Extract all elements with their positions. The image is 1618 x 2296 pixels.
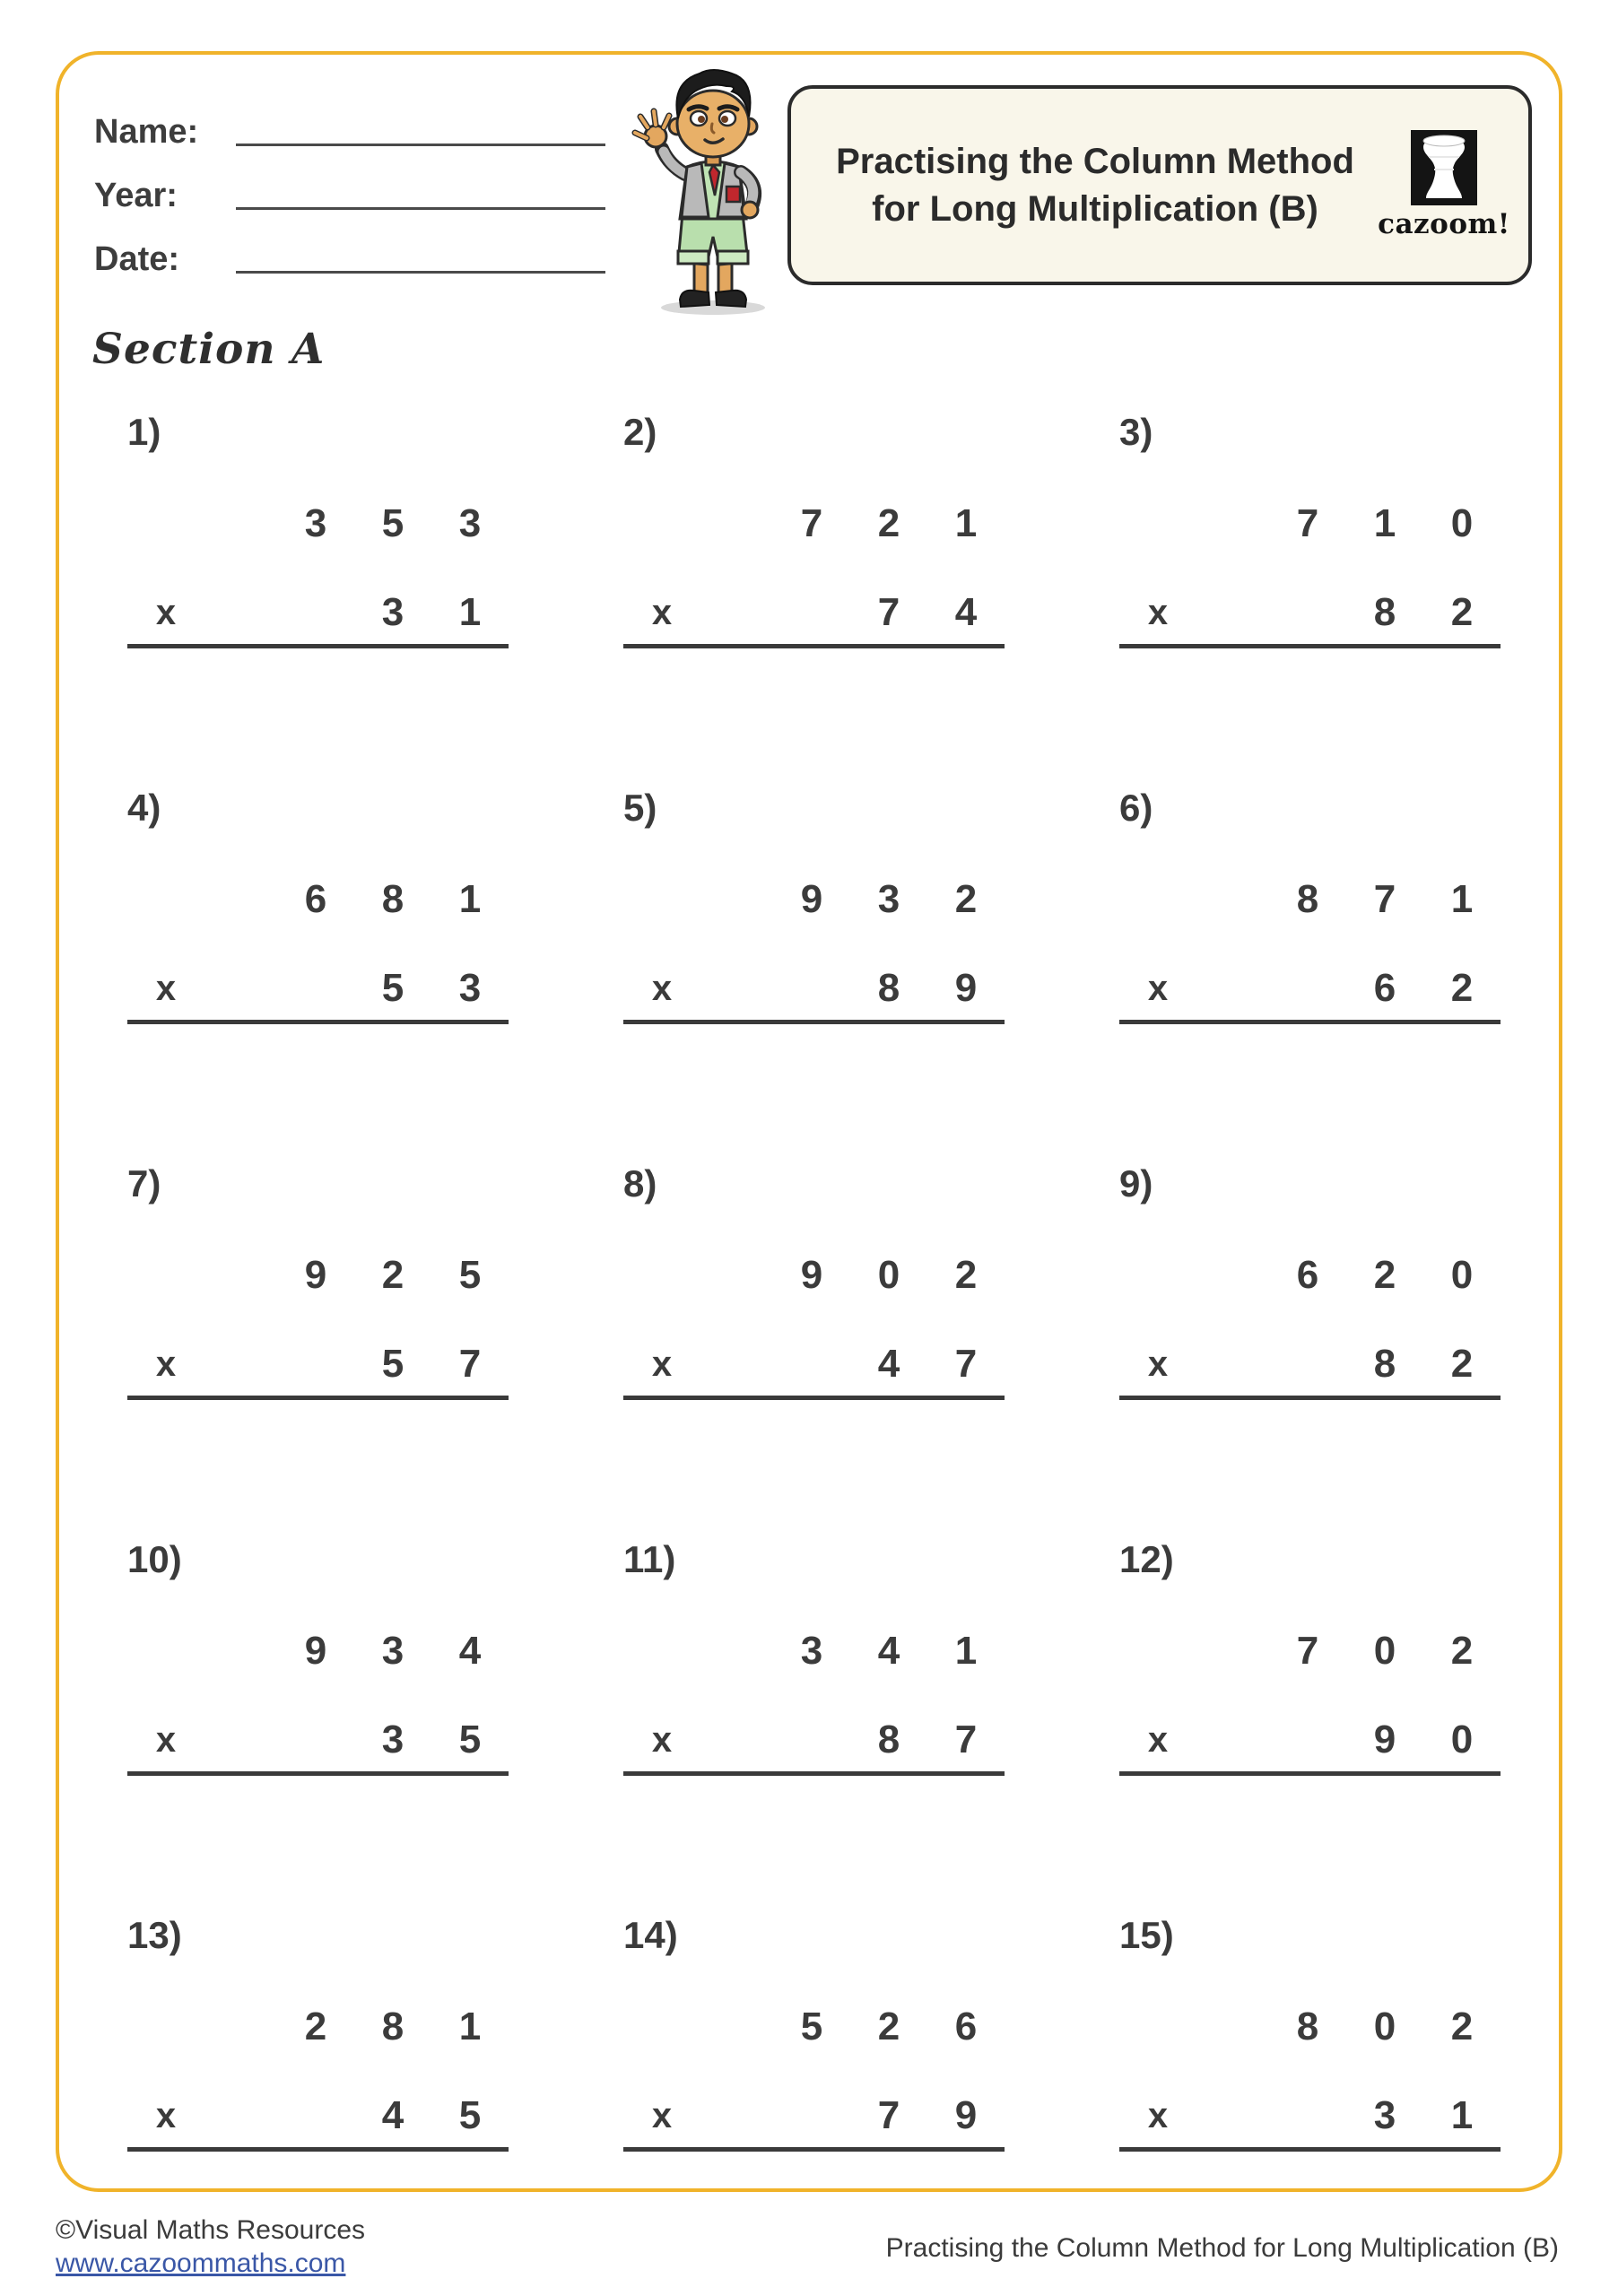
multiplication-problem [623, 1914, 1005, 2152]
multiplicand-digit: 3 [800, 1629, 823, 1673]
multiply-sign: x [1147, 2096, 1169, 2135]
multiplier-digit: 4 [381, 2093, 404, 2137]
problem-number: 15) [1119, 1914, 1174, 1956]
problem-number: 8) [623, 1162, 657, 1205]
cazoom-logo-text: cazoom! [1378, 208, 1510, 240]
multiplicand-digit: 4 [877, 1629, 900, 1673]
multiplicand-digit: 8 [381, 2005, 404, 2048]
multiplier-row [1119, 2093, 1501, 2138]
multiplicand-digit: 9 [800, 877, 823, 921]
answer-line[interactable] [127, 644, 509, 648]
multiplicand-row [127, 1629, 509, 1674]
multiplier-digit: 7 [954, 1342, 978, 1386]
multiplier-digit: 5 [381, 966, 404, 1010]
multiplier-row [623, 1342, 1005, 1387]
multiplier-row [623, 1718, 1005, 1762]
multiplicand-digit: 6 [1296, 1253, 1319, 1297]
multiplication-problem [127, 1538, 509, 1776]
multiplicand-row [1119, 877, 1501, 922]
djembe-drum-icon [1411, 130, 1477, 205]
multiplicand-digit: 0 [1373, 1629, 1396, 1673]
year-label: Year: [94, 177, 178, 214]
multiply-sign: x [1147, 969, 1169, 1008]
multiplicand-digit: 1 [1450, 877, 1474, 921]
multiplicand-digit: 1 [954, 1629, 978, 1673]
answer-line[interactable] [1119, 1396, 1501, 1400]
date-field-row [94, 221, 605, 284]
problem-number: 3) [1119, 411, 1153, 453]
multiplicand-digit: 7 [800, 501, 823, 545]
multiplicand-digit: 2 [877, 2005, 900, 2048]
multiplicand-digit: 3 [304, 501, 327, 545]
name-input-line[interactable] [236, 144, 605, 146]
problem-number: 9) [1119, 1162, 1153, 1205]
multiply-sign: x [651, 593, 673, 632]
multiplier-digit: 8 [877, 966, 900, 1010]
worksheet-title-line1: Practising the Column Method [836, 141, 1354, 181]
multiplicand-digit: 2 [1450, 1629, 1474, 1673]
student-info-fields [94, 93, 605, 284]
multiplier-digit: 1 [1450, 2093, 1474, 2137]
multiply-sign: x [155, 593, 177, 632]
multiplicand-digit: 2 [954, 1253, 978, 1297]
multiplication-problem [1119, 1914, 1501, 2152]
multiplication-problem [623, 411, 1005, 648]
multiplier-digit: 2 [1450, 590, 1474, 634]
multiplicand-digit: 2 [381, 1253, 404, 1297]
multiplier-digit: 5 [458, 2093, 482, 2137]
answer-line[interactable] [127, 1020, 509, 1024]
worksheet-title [791, 138, 1372, 233]
problem-number: 14) [623, 1914, 678, 1956]
multiplicand-digit: 9 [304, 1629, 327, 1673]
multiplicand-digit: 6 [954, 2005, 978, 2048]
multiplicand-digit: 6 [304, 877, 327, 921]
multiplicand-digit: 2 [877, 501, 900, 545]
answer-line[interactable] [623, 2147, 1005, 2152]
multiplication-problem [623, 1538, 1005, 1776]
multiplier-row [623, 590, 1005, 635]
problems-grid [127, 411, 1501, 2152]
multiplicand-row [1119, 501, 1501, 546]
multiplier-row [1119, 1342, 1501, 1387]
multiplicand-digit: 1 [458, 2005, 482, 2048]
multiplication-problem [623, 1162, 1005, 1400]
multiplicand-row [623, 501, 1005, 546]
multiplication-problem [1119, 787, 1501, 1024]
multiplier-digit: 3 [381, 1718, 404, 1761]
multiplication-problem [127, 411, 509, 648]
multiply-sign: x [155, 2096, 177, 2135]
multiplicand-digit: 2 [304, 2005, 327, 2048]
multiply-sign: x [155, 1344, 177, 1384]
problem-number: 10) [127, 1538, 182, 1580]
website-link[interactable]: www.cazoommaths.com [56, 2248, 346, 2278]
answer-line[interactable] [623, 1771, 1005, 1776]
multiplier-row [127, 590, 509, 635]
waving-hand [635, 111, 669, 147]
multiplicand-digit: 1 [458, 877, 482, 921]
multiplier-row [127, 966, 509, 1011]
worksheet-title-line2: for Long Multiplication (B) [872, 188, 1318, 229]
multiplier-row [623, 2093, 1005, 2138]
multiplicand-digit: 8 [1296, 2005, 1319, 2048]
multiplication-problem [127, 1914, 509, 2152]
multiplication-problem [1119, 1162, 1501, 1400]
multiplicand-digit: 8 [381, 877, 404, 921]
answer-line[interactable] [1119, 1020, 1501, 1024]
multiplier-digit: 8 [1373, 1342, 1396, 1386]
multiplier-digit: 9 [954, 966, 978, 1010]
footer-credits [56, 2213, 365, 2280]
multiplicand-digit: 1 [1373, 501, 1396, 545]
multiplicand-digit: 0 [1450, 501, 1474, 545]
multiplicand-digit: 5 [381, 501, 404, 545]
year-field-row [94, 157, 605, 221]
problem-number: 2) [623, 411, 657, 453]
multiplier-row [127, 1342, 509, 1387]
name-label: Name: [94, 113, 199, 151]
multiplicand-digit: 3 [381, 1629, 404, 1673]
multiplicand-digit: 9 [304, 1253, 327, 1297]
name-field-row [94, 93, 605, 157]
multiplication-problem [1119, 1538, 1501, 1776]
multiplicand-row [623, 1629, 1005, 1674]
multiplication-problem [127, 1162, 509, 1400]
problem-number: 7) [127, 1162, 161, 1205]
multiplier-digit: 3 [1373, 2093, 1396, 2137]
multiplication-problem [1119, 411, 1501, 648]
section-heading: Section A [92, 325, 326, 374]
multiplicand-row [127, 501, 509, 546]
multiplier-row [623, 966, 1005, 1011]
answer-line[interactable] [623, 1396, 1005, 1400]
multiplicand-digit: 7 [1296, 501, 1319, 545]
multiplier-row [1119, 1718, 1501, 1762]
multiplier-row [127, 2093, 509, 2138]
multiplicand-digit: 7 [1373, 877, 1396, 921]
multiplicand-row [127, 877, 509, 922]
multiplicand-row [1119, 1253, 1501, 1298]
answer-line[interactable] [623, 1020, 1005, 1024]
multiplicand-digit: 2 [954, 877, 978, 921]
problem-number: 5) [623, 787, 657, 829]
problem-number: 1) [127, 411, 161, 453]
answer-line[interactable] [1119, 1771, 1501, 1776]
multiplicand-digit: 0 [877, 1253, 900, 1297]
answer-line[interactable] [127, 1771, 509, 1776]
schoolboy-illustration [626, 59, 795, 316]
multiplier-digit: 6 [1373, 966, 1396, 1010]
multiplier-digit: 3 [381, 590, 404, 634]
multiply-sign: x [1147, 1344, 1169, 1384]
answer-line[interactable] [127, 2147, 509, 2152]
multiplier-digit: 7 [458, 1342, 482, 1386]
multiplicand-digit: 4 [458, 1629, 482, 1673]
multiplicand-digit: 2 [1450, 2005, 1474, 2048]
multiplicand-digit: 8 [1296, 877, 1319, 921]
multiply-sign: x [155, 1720, 177, 1760]
multiplicand-row [623, 2005, 1005, 2049]
multiplier-digit: 8 [1373, 590, 1396, 634]
multiplicand-digit: 0 [1373, 2005, 1396, 2048]
multiplicand-row [1119, 1629, 1501, 1674]
multiplicand-row [127, 1253, 509, 1298]
answer-line[interactable] [127, 1396, 509, 1400]
multiplicand-row [623, 1253, 1005, 1298]
answer-line[interactable] [1119, 644, 1501, 648]
answer-line[interactable] [623, 644, 1005, 648]
multiplier-digit: 3 [458, 966, 482, 1010]
date-input-line[interactable] [236, 271, 605, 274]
multiplicand-row [127, 2005, 509, 2049]
multiplier-digit: 7 [877, 590, 900, 634]
multiplier-row [127, 1718, 509, 1762]
multiplicand-digit: 5 [458, 1253, 482, 1297]
date-label: Date: [94, 240, 180, 278]
multiplier-digit: 2 [1450, 966, 1474, 1010]
multiplicand-digit: 2 [1373, 1253, 1396, 1297]
multiplier-digit: 0 [1450, 1718, 1474, 1761]
multiply-sign: x [651, 1720, 673, 1760]
multiplicand-digit: 0 [1450, 1253, 1474, 1297]
multiplier-digit: 5 [381, 1342, 404, 1386]
multiplier-digit: 8 [877, 1718, 900, 1761]
problem-number: 11) [623, 1538, 676, 1580]
multiplier-digit: 4 [954, 590, 978, 634]
multiply-sign: x [651, 969, 673, 1008]
worksheet-title-box [787, 85, 1532, 285]
problem-number: 13) [127, 1914, 182, 1956]
multiplicand-digit: 5 [800, 2005, 823, 2048]
problem-number: 4) [127, 787, 161, 829]
multiplier-row [1119, 966, 1501, 1011]
multiplier-row [1119, 590, 1501, 635]
multiplicand-digit: 7 [1296, 1629, 1319, 1673]
multiplier-digit: 9 [954, 2093, 978, 2137]
multiplication-problem [623, 787, 1005, 1024]
multiplicand-digit: 1 [954, 501, 978, 545]
answer-line[interactable] [1119, 2147, 1501, 2152]
multiplicand-row [1119, 2005, 1501, 2049]
multiply-sign: x [651, 2096, 673, 2135]
multiplier-digit: 7 [877, 2093, 900, 2137]
multiply-sign: x [155, 969, 177, 1008]
year-input-line[interactable] [236, 207, 605, 210]
multiplier-digit: 4 [877, 1342, 900, 1386]
multiplicand-digit: 3 [458, 501, 482, 545]
multiplier-digit: 2 [1450, 1342, 1474, 1386]
multiplicand-digit: 3 [877, 877, 900, 921]
multiply-sign: x [651, 1344, 673, 1384]
multiplicand-digit: 9 [800, 1253, 823, 1297]
multiplier-digit: 1 [458, 590, 482, 634]
multiplier-digit: 5 [458, 1718, 482, 1761]
multiply-sign: x [1147, 1720, 1169, 1760]
multiplier-digit: 7 [954, 1718, 978, 1761]
multiplication-problem [127, 787, 509, 1024]
multiplicand-row [623, 877, 1005, 922]
copyright-text: ©Visual Maths Resources [56, 2215, 366, 2245]
cazoom-logo [1372, 130, 1516, 240]
multiply-sign: x [1147, 593, 1169, 632]
problem-number: 6) [1119, 787, 1153, 829]
footer-worksheet-title: Practising the Column Method for Long Multiplication (B) [885, 2233, 1559, 2263]
multiplier-digit: 9 [1373, 1718, 1396, 1761]
problem-number: 12) [1119, 1538, 1174, 1580]
